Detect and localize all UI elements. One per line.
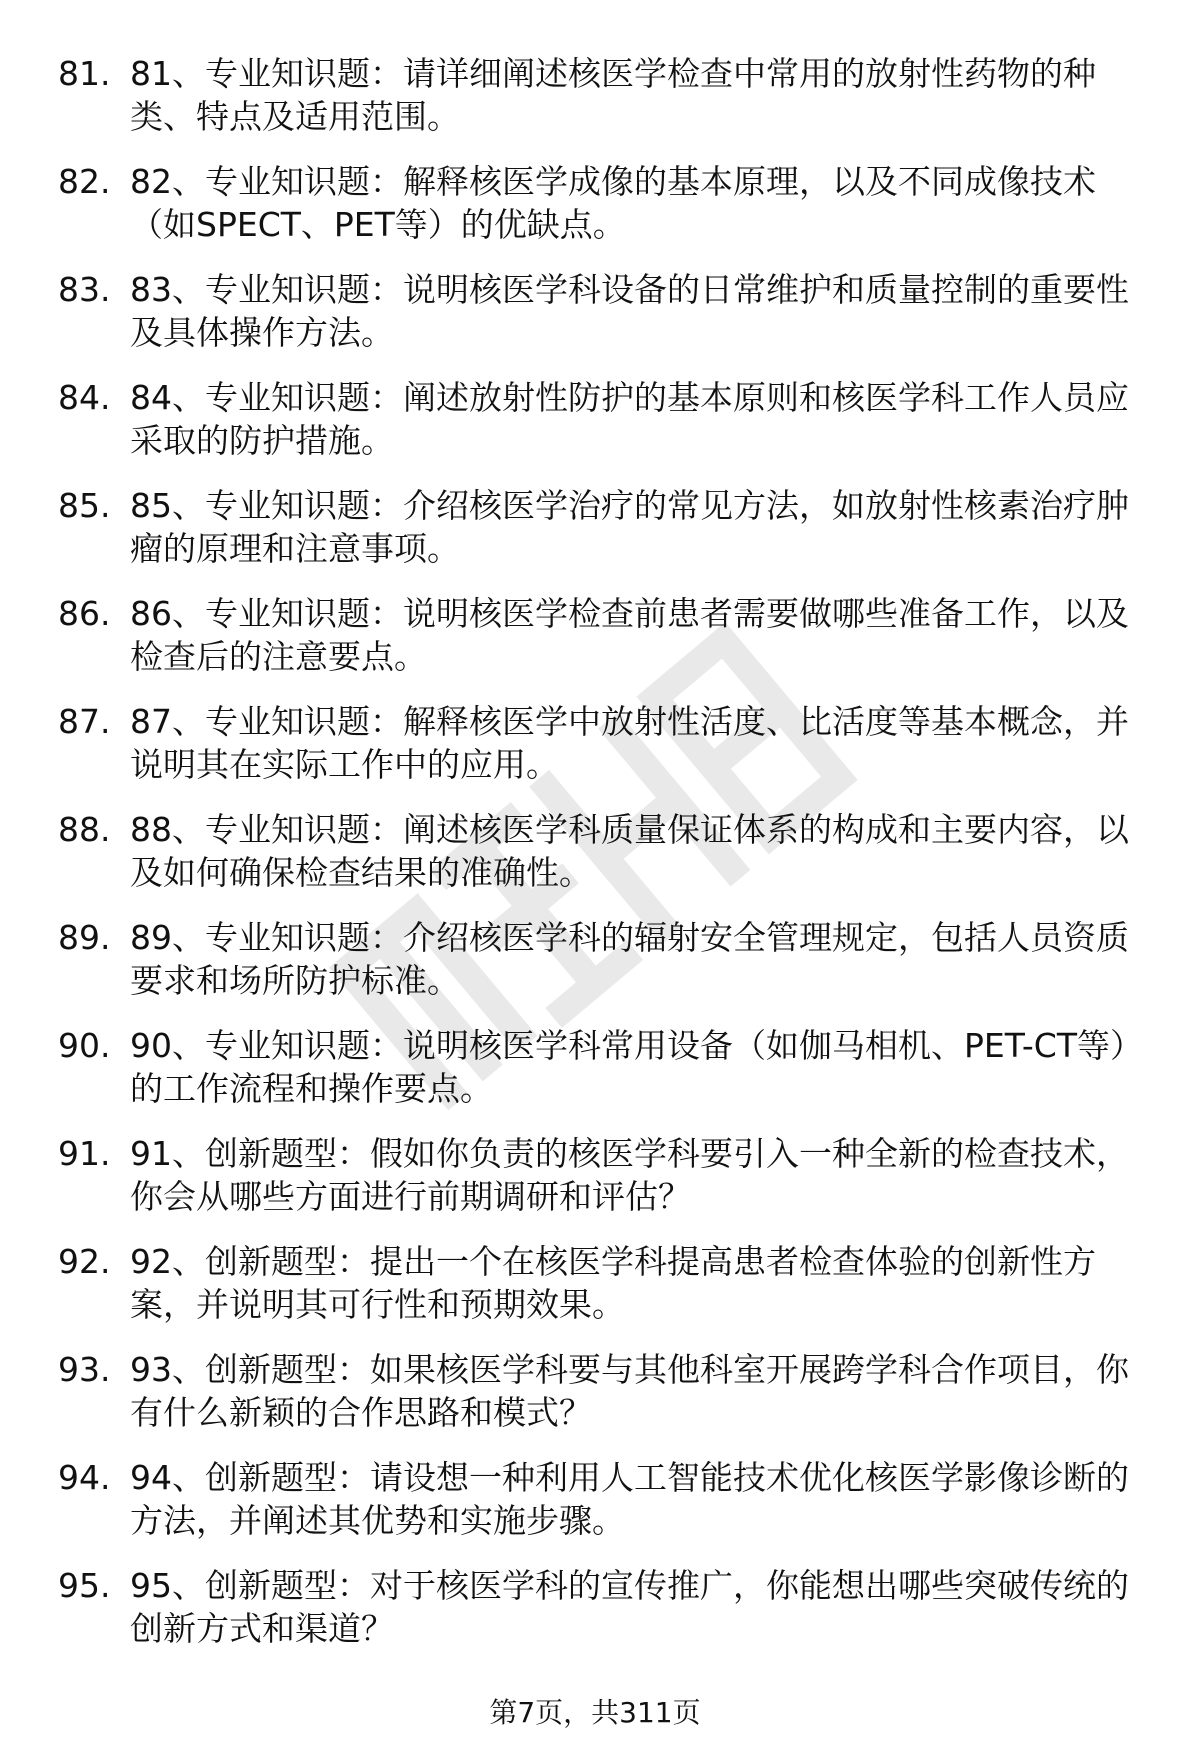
question-number: 94. [58, 1458, 111, 1497]
question-text: 90、专业知识题：说明核医学科常用设备（如伽马相机、PET-CT等）的工作流程和操作要点。 [130, 1026, 1143, 1108]
question-number: 95. [58, 1566, 111, 1605]
question-item [58, 1348, 1148, 1436]
question-text: 87、专业知识题：解释核医学中放射性活度、比活度等基本概念，并说明其在实际工作中的应用。 [130, 702, 1129, 784]
question-number: 88. [58, 810, 111, 849]
question-number: 86. [58, 594, 111, 633]
question-text: 89、专业知识题：介绍核医学科的辐射安全管理规定，包括人员资质要求和场所防护标准。 [130, 918, 1129, 1000]
question-item [58, 52, 1148, 140]
page-footer [0, 1695, 1190, 1731]
question-number: 87. [58, 702, 111, 741]
question-text: 83、专业知识题：说明核医学科设备的日常维护和质量控制的重要性及具体操作方法。 [130, 270, 1129, 352]
question-text: 93、创新题型：如果核医学科要与其他科室开展跨学科合作项目，你有什么新颖的合作思路和模式？ [130, 1350, 1129, 1432]
page-number-label: 第7页，共311页 [489, 1696, 701, 1729]
question-item [58, 916, 1148, 1004]
question-text: 88、专业知识题：阐述核医学科质量保证体系的构成和主要内容，以及如何确保检查结果的准确性。 [130, 810, 1129, 892]
question-item [58, 1564, 1148, 1652]
question-number: 83. [58, 270, 111, 309]
question-number: 85. [58, 486, 111, 525]
question-item [58, 1132, 1148, 1220]
question-text: 91、创新题型：假如你负责的核医学科要引入一种全新的检查技术，你会从哪些方面进行前期调研和评估？ [130, 1134, 1129, 1216]
question-item [58, 160, 1148, 248]
question-text: 84、专业知识题：阐述放射性防护的基本原则和核医学科工作人员应采取的防护措施。 [130, 378, 1129, 460]
question-item [58, 268, 1148, 356]
question-text: 94、创新题型：请设想一种利用人工智能技术优化核医学影像诊断的方法，并阐述其优势和实施步骤。 [130, 1458, 1129, 1540]
question-text: 86、专业知识题：说明核医学检查前患者需要做哪些准备工作，以及检查后的注意要点。 [130, 594, 1129, 676]
question-text: 85、专业知识题：介绍核医学治疗的常见方法，如放射性核素治疗肿瘤的原理和注意事项。 [130, 486, 1129, 568]
question-text: 92、创新题型：提出一个在核医学科提高患者检查体验的创新性方案，并说明其可行性和预期效果。 [130, 1242, 1096, 1324]
question-list [58, 52, 1148, 1672]
question-number: 82. [58, 162, 111, 201]
question-item [58, 700, 1148, 788]
question-number: 93. [58, 1350, 111, 1389]
question-item [58, 376, 1148, 464]
question-text: 82、专业知识题：解释核医学成像的基本原理，以及不同成像技术（如SPECT、PET等）的优缺点。 [130, 162, 1096, 244]
question-number: 81. [58, 54, 111, 93]
question-number: 84. [58, 378, 111, 417]
question-text: 81、专业知识题：请详细阐述核医学检查中常用的放射性药物的种类、特点及适用范围。 [130, 54, 1096, 136]
question-text: 95、创新题型：对于核医学科的宣传推广，你能想出哪些突破传统的创新方式和渠道？ [130, 1566, 1129, 1648]
question-number: 91. [58, 1134, 111, 1173]
question-item [58, 592, 1148, 680]
question-item [58, 484, 1148, 572]
question-item [58, 808, 1148, 896]
question-number: 92. [58, 1242, 111, 1281]
question-item [58, 1240, 1148, 1328]
question-item [58, 1456, 1148, 1544]
question-number: 90. [58, 1026, 111, 1065]
question-number: 89. [58, 918, 111, 957]
question-item [58, 1024, 1148, 1112]
